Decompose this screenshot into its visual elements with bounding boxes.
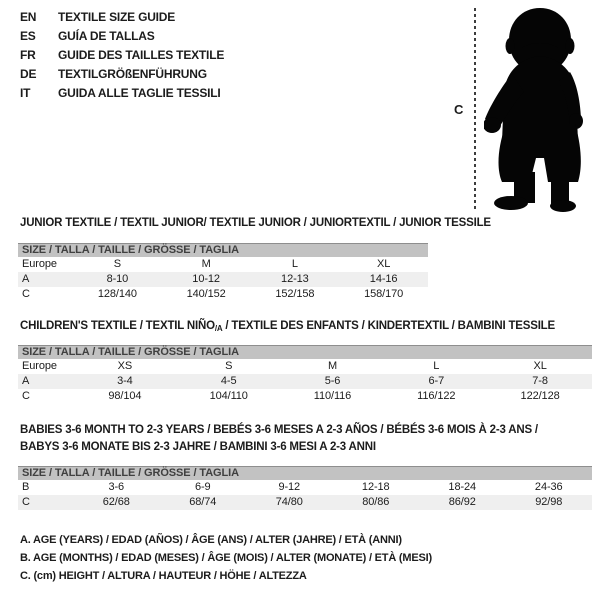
children-title-post: / TEXTILE DES ENFANTS / KINDERTEXTIL / BAMBINI TESSILE: [222, 320, 555, 332]
table-row-europe: [18, 359, 592, 374]
column-header-cell: M: [201, 258, 211, 270]
column-header-cell: XL: [533, 360, 547, 372]
value-cell: 3-6: [108, 481, 125, 493]
babies-table-title: [20, 422, 538, 456]
language-label: TEXTILGRÖßENFÜHRUNG: [58, 67, 207, 81]
baby-silhouette-icon: [484, 6, 596, 212]
row-label-cell: A: [22, 273, 30, 285]
language-label: GUIDA ALLE TAGLIE TESSILI: [58, 86, 221, 100]
junior-table-title: JUNIOR TEXTILE / TEXTIL JUNIOR/ TEXTILE JUNIOR / JUNIORTEXTIL / JUNIOR TESSILE: [20, 217, 491, 229]
size-header-band: SIZE / TALLA / TAILLE / GRÖSSE / TAGLIA: [18, 466, 592, 480]
column-header-cell: XS: [117, 360, 133, 372]
children-title-sub: /A: [214, 324, 223, 333]
language-code: ES: [20, 29, 36, 43]
children-table-title: [20, 320, 555, 333]
value-cell: 5-6: [324, 375, 341, 387]
value-cell: 18-24: [448, 481, 477, 493]
value-cell: 86/92: [448, 496, 476, 508]
value-cell: 116/122: [417, 390, 456, 402]
language-code: EN: [20, 10, 37, 24]
table-row-height: [18, 287, 428, 302]
footnote-b: B. AGE (MONTHS) / EDAD (MESES) / ÂGE (MOIS) / ALTER (MONATE) / ETÀ (MESI): [20, 552, 432, 564]
language-code: DE: [20, 67, 37, 81]
row-label-cell: B: [22, 481, 30, 493]
value-cell: 14-16: [369, 273, 398, 285]
value-cell: 80/86: [362, 496, 390, 508]
footnote-a: A. AGE (YEARS) / EDAD (AÑOS) / ÂGE (ANS) / ALTER (JAHRE) / ETÀ (ANNI): [20, 534, 402, 546]
value-cell: 68/74: [189, 496, 217, 508]
row-label-cell: Europe: [22, 360, 57, 372]
children-title-pre: CHILDREN'S TEXTILE / TEXTIL NIÑO: [20, 320, 215, 332]
value-cell: 140/152: [186, 288, 226, 300]
value-cell: 122/128: [520, 390, 560, 402]
column-header-cell: L: [291, 258, 298, 270]
column-header-cell: S: [225, 360, 233, 372]
language-row-es: [20, 27, 224, 46]
value-cell: 24-36: [534, 481, 563, 493]
value-cell: 7-8: [532, 375, 548, 387]
babies-title-line1: BABIES 3-6 MONTH TO 2-3 YEARS / BEBÉS 3-6 MESES A 2-3 AÑOS / BÉBÉS 3-6 MOIS À 2-3 ANS /: [20, 424, 538, 436]
language-row-it: [20, 84, 224, 103]
value-cell: 3-4: [117, 375, 133, 387]
value-cell: 10-12: [192, 273, 220, 285]
value-cell: 128/140: [97, 288, 137, 300]
language-row-fr: [20, 46, 224, 65]
height-measure-dashed-line: [474, 8, 476, 210]
value-cell: 104/110: [209, 390, 248, 402]
table-row-height: [18, 495, 592, 510]
table-row-height: [18, 389, 592, 404]
language-label: GUÍA DE TALLAS: [58, 29, 155, 43]
value-cell: 6-9: [194, 481, 211, 493]
footnote-c: C. (cm) HEIGHT / ALTURA / HAUTEUR / HÖHE / ALTEZZA: [20, 570, 307, 582]
language-list: [20, 8, 224, 103]
value-cell: 8-10: [106, 273, 129, 285]
babies-title-line2: BABYS 3-6 MONATE BIS 2-3 JAHRE / BAMBINI 3-6 MESI A 2-3 ANNI: [20, 441, 376, 453]
column-header-cell: L: [433, 360, 440, 372]
value-cell: 152/158: [275, 288, 315, 300]
row-label-cell: C: [22, 496, 30, 508]
size-header-band: SIZE / TALLA / TAILLE / GRÖSSE / TAGLIA: [18, 345, 592, 359]
value-cell: 98/104: [108, 390, 142, 402]
value-cell: 158/170: [364, 288, 404, 300]
value-cell: 92/98: [535, 496, 563, 508]
measure-label-c: C: [454, 102, 464, 117]
junior-size-table: [18, 243, 428, 302]
value-cell: 12-13: [281, 273, 309, 285]
table-row-age-months: [18, 480, 592, 495]
language-label: TEXTILE SIZE GUIDE: [58, 10, 176, 24]
row-label-cell: Europe: [22, 258, 57, 270]
value-cell: 4-5: [220, 375, 237, 387]
children-size-table: [18, 345, 592, 404]
language-row-de: [20, 65, 224, 84]
column-header-cell: S: [113, 258, 121, 270]
value-cell: 74/80: [275, 496, 303, 508]
row-label-cell: C: [22, 288, 30, 300]
value-cell: 6-7: [428, 375, 445, 387]
value-cell: 9-12: [278, 481, 301, 493]
row-label-cell: A: [22, 375, 30, 387]
language-row-en: [20, 8, 224, 27]
footnotes: [20, 531, 432, 585]
size-header-band: SIZE / TALLA / TAILLE / GRÖSSE / TAGLIA: [18, 243, 428, 257]
table-row-europe: [18, 257, 428, 272]
table-row-age: [18, 374, 592, 389]
column-header-cell: XL: [376, 258, 391, 270]
row-label-cell: C: [22, 390, 30, 402]
language-code: FR: [20, 48, 36, 62]
column-header-cell: M: [327, 360, 338, 372]
language-label: GUIDE DES TAILLES TEXTILE: [58, 48, 225, 62]
value-cell: 12-18: [361, 481, 390, 493]
babies-size-table: [18, 466, 592, 510]
value-cell: 110/116: [313, 390, 352, 402]
value-cell: 62/68: [102, 496, 130, 508]
language-code: IT: [20, 86, 31, 100]
table-row-age: [18, 272, 428, 287]
